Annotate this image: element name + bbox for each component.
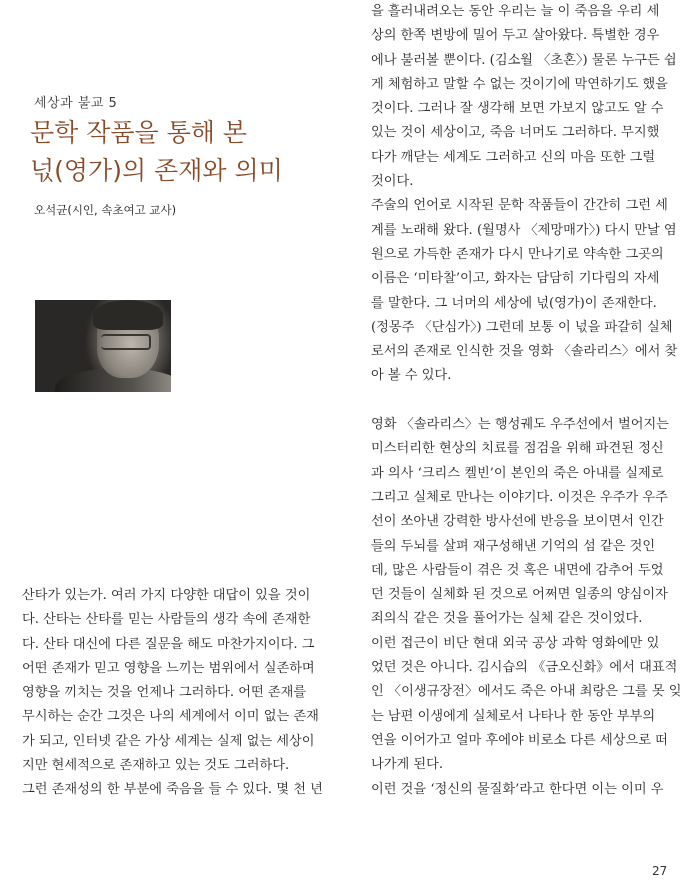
title-line-1: 문학 작품을 통해 본: [30, 118, 248, 147]
text-line: 이런 접근이 비단 현대 외국 공상 과학 영화에만 있: [371, 635, 660, 651]
text-line: 게 체험하고 말할 수 없는 것이기에 막연하기도 했을: [371, 76, 668, 92]
text-line: 영향을 끼치는 것을 언제나 그러하다. 어떤 존재를: [22, 685, 307, 701]
paragraph-2: [371, 194, 678, 388]
page-number: 27: [652, 864, 668, 878]
text-line: 는 남편 이생에게 실체로서 나타나 한 동안 부부의: [371, 708, 656, 724]
text-line: 계를 노래해 왔다. (월명사 〈제망매가〉) 다시 만날 염: [371, 222, 677, 238]
text-line: 연을 이어가고 얼마 후에야 비로소 다른 세상으로 떠: [371, 732, 668, 748]
text-line: 있는 것이 세상이고, 죽음 너머도 그러하다. 무지했: [371, 125, 660, 141]
text-line: 로서의 존재로 인식한 것을 영화 〈솔라리스〉에서 찾: [371, 344, 678, 360]
text-line: 과 의사 ‘크리스 켈빈’이 본인의 죽은 아내를 실제로: [371, 465, 664, 481]
title-line-2: 넋(영가)의 존재와 의미: [30, 156, 283, 185]
text-line: 어떤 존재가 믿고 영향을 느끼는 범위에서 실존하며: [22, 660, 315, 676]
text-line: 상의 한쪽 변방에 밀어 두고 살아왔다. 특별한 경우: [371, 28, 660, 44]
text-line: 다. 산타 대신에 다른 질문을 해도 마찬가지이다. 그: [22, 636, 315, 652]
text-line: (정몽주 〈단심가〉) 그런데 보통 이 넋을 파갈히 실체: [371, 319, 673, 335]
series-label: 세상과 불교 5: [34, 96, 118, 111]
text-line: 영화 〈솔라리스〉는 행성궤도 우주선에서 벌어지는: [371, 417, 669, 433]
text-line: 데, 많은 사람들이 겪은 것 혹은 내면에 감추어 두었: [371, 562, 664, 578]
paragraph-1: [371, 0, 677, 194]
right-column: [371, 0, 682, 802]
text-line: 주술의 언어로 시작된 문학 작품들이 간간히 그런 세: [371, 198, 668, 214]
author-byline: 오석균(시인, 속초여고 교사): [34, 203, 177, 217]
author-portrait-photo: [35, 300, 171, 392]
text-line: 다. 산타는 산타를 믿는 사람들의 생각 속에 존재한: [22, 612, 311, 628]
portrait-hair: [93, 300, 163, 330]
paragraph-gap: [371, 389, 671, 413]
portrait-glasses: [101, 334, 151, 350]
text-line: 에나 불러볼 뿐이다. (김소월 〈초혼〉) 물론 누구든 쉽: [371, 52, 677, 68]
text-line: 무시하는 순간 그것은 나의 세계에서 이미 없는 존재: [22, 709, 319, 725]
text-line: 가 되고, 인터넷 같은 가상 세계는 실제 없는 세상이: [22, 733, 315, 749]
text-line: 이름은 ‘미타찰’이고, 화자는 담담히 기다림의 자세: [371, 271, 660, 287]
text-line: 을 흘러내려오는 동안 우리는 늘 이 죽음을 우리 세: [371, 4, 660, 19]
text-line: 선이 쏘아낸 강력한 방사선에 반응을 보이면서 인간: [371, 514, 664, 530]
paragraph-4: [371, 632, 682, 778]
text-line: 아 볼 수 있다.: [371, 368, 452, 384]
text-line: 던 것들이 실체화 된 것으로 어쩌면 일종의 양심이자: [371, 587, 668, 603]
text-line: 것이다. 그러나 잘 생각해 보면 가보지 않고도 알 수: [371, 101, 664, 117]
text-line: 것이다.: [371, 174, 414, 190]
article-title: [30, 114, 350, 190]
text-line: 그런 존재성의 한 부분에 죽음을 들 수 있다. 몇 천 년: [22, 782, 323, 798]
text-line: 들의 두뇌를 살펴 재구성해낸 기억의 섬 같은 것인: [371, 538, 656, 554]
text-line: 인 〈이생규장전〉에서도 죽은 아내 최랑은 그를 못 잊: [371, 684, 682, 700]
text-line: 죄의식 같은 것을 풀어가는 실체 같은 것이었다.: [371, 611, 643, 627]
text-line: 지만 현세적으로 존재하고 있는 것도 그러하다.: [22, 758, 290, 774]
text-line: 다가 깨닫는 세계도 그러하고 신의 마음 또한 그럴: [371, 149, 656, 165]
text-line: 그리고 실체로 만나는 이야기다. 이것은 우주가 우주: [371, 489, 668, 505]
text-line: 미스터리한 현상의 치료를 점검을 위해 파견된 정신: [371, 441, 664, 457]
text-line: 었던 것은 아니다. 김시습의 《금오신화》에서 대표적: [371, 660, 678, 676]
text-line: 를 말한다. 그 너머의 세상에 넋(영가)이 존재한다.: [371, 295, 657, 311]
text-line: 나가게 된다.: [371, 757, 444, 773]
left-column: [22, 584, 322, 803]
text-line: 원으로 가득한 존재가 다시 만나기로 약속한 그곳의: [371, 246, 664, 262]
paragraph-3: [371, 413, 671, 632]
text-line: 이런 것을 ‘정신의 물질화’라고 한다면 이는 이미 우: [371, 781, 664, 797]
text-line: 산타가 있는가. 여러 가지 다양한 대답이 있을 것이: [22, 588, 311, 603]
paragraph-5: [371, 778, 671, 802]
